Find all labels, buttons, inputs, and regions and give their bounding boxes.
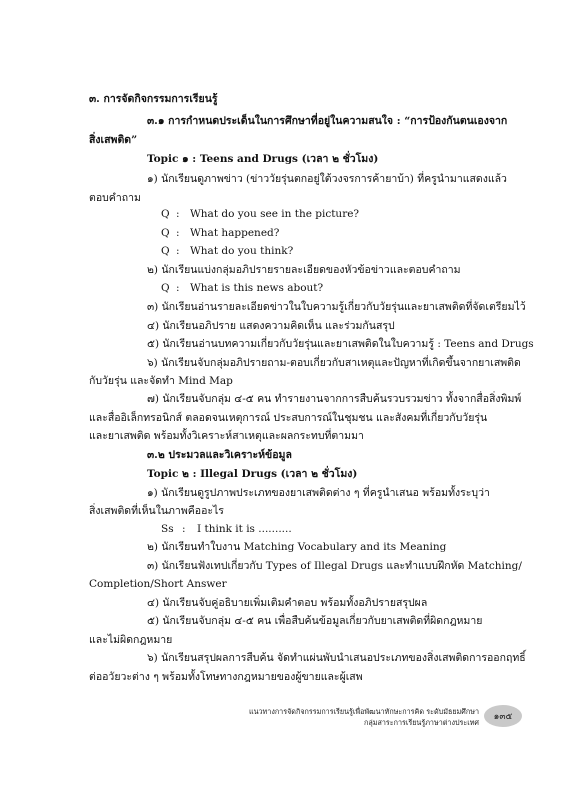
topic-2-step-1-line-1: ๑) นักเรียนดูรูปภาพประเภทของยาเสพติดต่าง ๆ ที่ครูนำเสนอ พร้อมทั้งระบุว่า <box>147 487 490 499</box>
topic-1-step-1-line-2: ตอบคำถาม <box>89 192 141 204</box>
topic-2-step-6-line-1: ๖) นักเรียนสรุปผลการสืบค้น จัดทำแผ่นพับนำเสนอประเภทของสิ่งเสพติดการออกฤทธิ์ <box>147 652 526 664</box>
topic-2-step-4: ๔) นักเรียนจับคู่อธิบายเพิ่มเติมคำตอบ พร้อมทั้งอภิปรายสรุปผล <box>147 597 428 609</box>
question-text: What is this news about? <box>190 282 324 294</box>
footer-subtitle: กลุ่มสาระการเรียนรู้ภาษาต่างประเทศ <box>364 718 479 727</box>
topic-1-step-6-line-2: กับวัยรุ่น และจัดทำ Mind Map <box>89 375 233 387</box>
topic-2-step-3-line-2: Completion/Short Answer <box>89 578 227 590</box>
section-heading: ๓. การจัดกิจกรรมการเรียนรู้ <box>89 93 218 105</box>
topic-1-step-4: ๔) นักเรียนอภิปราย แสดงความคิดเห็น และร่วมกันสรุป <box>147 320 395 332</box>
question-marker: Q <box>161 227 170 239</box>
subsection-2-heading: ๓.๒ ประมวลและวิเคราะห์ข้อมูล <box>147 449 292 461</box>
topic-1-step-7-line-3: และยาเสพติด พร้อมทั้งวิเคราะห์สาเหตุและผลกระทบที่ตามมา <box>89 430 364 442</box>
question-colon: : <box>176 208 180 220</box>
question-text: What do you think? <box>190 245 294 257</box>
topic-1-step-7-line-1: ๗) นักเรียนจับกลุ่ม ๔-๕ คน ทำรายงานจากการสืบค้นรวบรวมข่าว ทั้งจากสื่อสิ่งพิมพ์ <box>147 393 522 405</box>
question-colon: : <box>176 245 180 257</box>
question-marker: Q <box>161 245 170 257</box>
topic-1-step-6-line-1: ๖) นักเรียนจับกลุ่มอภิปรายถาม-ตอบเกี่ยวกับสาเหตุและปัญหาที่เกิดขึ้นจากยาเสพติด <box>147 357 521 369</box>
page-number: ๑๓๕ <box>493 712 513 722</box>
topic-2-step-2: ๒) นักเรียนทำใบงาน Matching Vocabulary and its Meaning <box>147 541 447 553</box>
topic-1-step-7-line-2: และสื่ออิเล็กทรอนิกส์ ตลอดจนเหตุการณ์ ประสบการณ์ในชุมชน และสังคมที่เกี่ยวกับวัยรุ่น <box>89 412 488 424</box>
topic-1-step-2: ๒) นักเรียนแบ่งกลุ่มอภิปรายรายละเอียดของหัวข้อข่าวและตอบคำถาม <box>147 264 461 276</box>
topic-2-step-6-line-2: ต่ออวัยวะต่าง ๆ พร้อมทั้งโทษทางกฎหมายของผู้ขายและผู้เสพ <box>89 671 363 683</box>
question-text: What do you see in the picture? <box>190 208 360 220</box>
topic-1-title: Topic ๑ : Teens and Drugs (เวลา ๒ ชั่วโมง) <box>147 153 379 165</box>
question-marker: Q <box>161 208 170 220</box>
question-marker: Q <box>161 282 170 294</box>
page-number-badge <box>484 705 522 727</box>
answer-marker: Ss <box>161 523 174 535</box>
question-colon: : <box>176 227 180 239</box>
topic-2-step-5-line-2: และไม่ผิดกฎหมาย <box>89 634 173 646</box>
topic-2-step-3-line-1: ๓) นักเรียนฟังเทปเกี่ยวกับ Types of Illegal Drugs และทำแบบฝึกหัด Matching/ <box>147 560 522 572</box>
footer-title: แนวทางการจัดกิจกรรมการเรียนรู้เพื่อพัฒนาทักษะการคิด ระดับมัธยมศึกษา <box>248 707 479 716</box>
subsection-1-line-1: ๓.๑ การกำหนดประเด็นในการศึกษาที่อยู่ในความสนใจ : “การป้องกันตนเองจาก <box>147 115 508 127</box>
answer-colon: : <box>182 523 186 535</box>
question-colon: : <box>176 282 180 294</box>
topic-2-title: Topic ๒ : Illegal Drugs (เวลา ๒ ชั่วโมง) <box>147 468 358 480</box>
answer-text: I think it is .......... <box>197 523 292 535</box>
topic-1-step-5: ๕) นักเรียนอ่านบทความเกี่ยวกับวัยรุ่นและยาเสพติดในใบความรู้ : Teens and Drugs <box>147 338 534 350</box>
topic-2-step-5-line-1: ๕) นักเรียนจับกลุ่ม ๔-๕ คน เพื่อสืบค้นข้อมูลเกี่ยวกับยาเสพติดที่ผิดกฎหมาย <box>147 615 483 627</box>
topic-2-step-1-line-2: สิ่งเสพติดที่เห็นในภาพคืออะไร <box>89 505 224 517</box>
subsection-1-line-2: สิ่งเสพติด” <box>89 134 138 146</box>
topic-1-step-1-line-1: ๑) นักเรียนดูภาพข่าว (ข่าววัยรุ่นตกอยู่ใต้วงจรการค้ายาบ้า) ที่ครูนำมาแสดงแล้ว <box>147 173 507 185</box>
question-text: What happened? <box>190 227 280 239</box>
topic-1-step-3: ๓) นักเรียนอ่านรายละเอียดข่าวในใบความรู้เกี่ยวกับวัยรุ่นและยาเสพติดที่จัดเตรียมไว้ <box>147 301 526 313</box>
